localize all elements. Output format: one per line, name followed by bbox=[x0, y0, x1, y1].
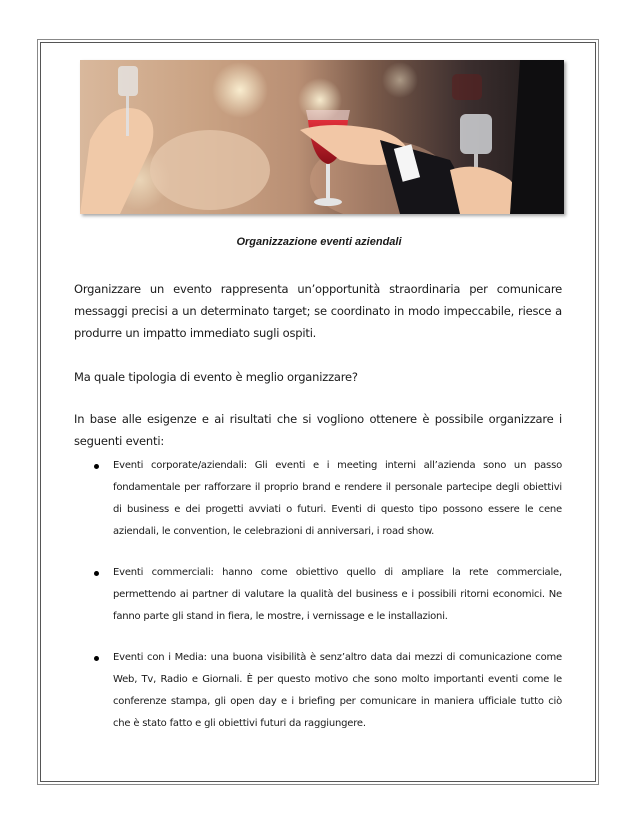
paragraph-lead-in: In base alle esigenze e ai risultati che si vogliono ottenere è possibile organizzare i seguenti eventi: bbox=[74, 411, 562, 448]
toast-illustration bbox=[80, 60, 564, 214]
paragraph-question: Ma quale tipologia di evento è meglio organizzare? bbox=[74, 369, 358, 384]
document-title: Organizzazione eventi aziendali bbox=[236, 236, 402, 248]
list-item bbox=[74, 455, 562, 543]
event-types-list bbox=[74, 455, 562, 754]
list-item-text: Eventi commerciali: hanno come obiettivo quello di ampliare la rete commerciale, permettendo ai partner di valutare la qualità del business e i possibili ritorni economici. Ne fanno parte gli stand in fiera, le mostre, i vernissage e le installazioni. bbox=[113, 567, 562, 622]
paragraph-intro: Organizzare un evento rappresenta un’opportunità straordinaria per comunicare messaggi precisi a un determinato target; se coordinato in modo impeccabile, riesce a produrre un impatto immediato sugli ospiti. bbox=[74, 281, 562, 340]
bullet-icon bbox=[94, 464, 99, 469]
bullet-icon bbox=[94, 656, 99, 661]
header-photo-toast bbox=[80, 60, 564, 214]
bullet-icon bbox=[94, 571, 99, 576]
list-item bbox=[74, 562, 562, 628]
list-item bbox=[74, 647, 562, 735]
list-item-text: Eventi corporate/aziendali: Gli eventi e i meeting interni all’azienda sono un passo fondamentale per rafforzare il proprio brand e rendere il personale partecipe degli obiettivi di business e dei progetti avviati o futuri. Eventi di questo tipo possono essere le cene aziendali, le convention, le celebrazioni di anniversari, i road show. bbox=[113, 460, 562, 537]
list-item-text: Eventi con i Media: una buona visibilità è senz’altro data dai mezzi di comunicazione come Web, Tv, Radio e Giornali. È per questo motivo che sono molto importanti eventi come le conferenze stampa, gli open day e i briefing per comunicare in maniera ufficiale tutto ciò che è stato fatto e gli obiettivi futuri da raggiungere. bbox=[113, 652, 562, 729]
